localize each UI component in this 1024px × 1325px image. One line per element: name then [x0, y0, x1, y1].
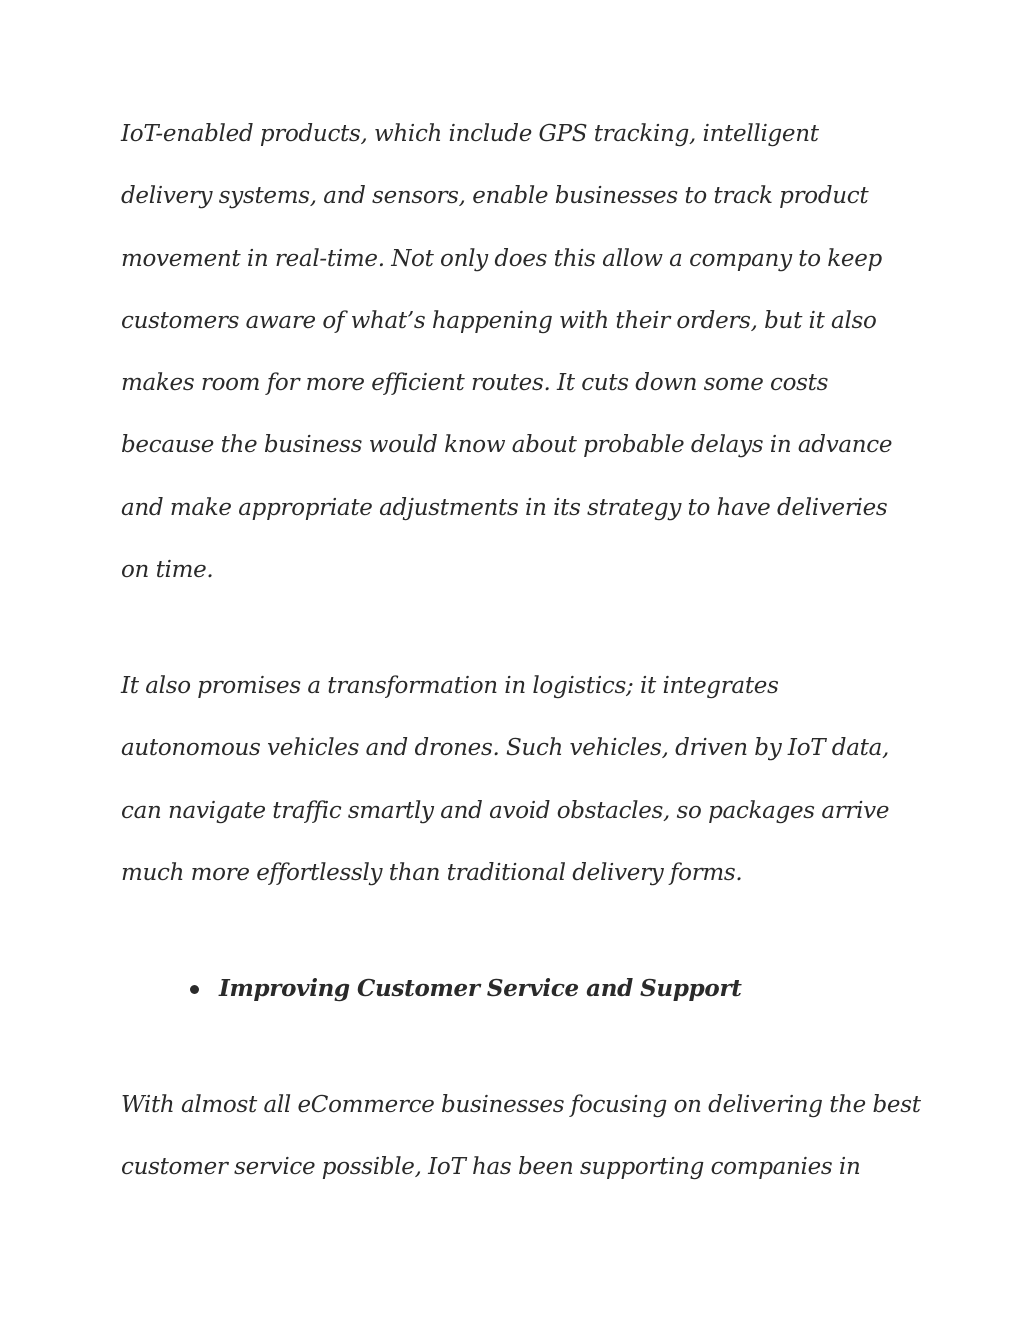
paragraph-line: makes room for more efficient routes. It cuts down some costs — [121, 370, 829, 397]
paragraph-line: on time. — [121, 557, 214, 584]
paragraph-line: customer service possible, IoT has been supporting companies in — [121, 1154, 861, 1181]
paragraph-line: can navigate traffic smartly and avoid obstacles, so packages arrive — [121, 797, 890, 824]
paragraph-line: delivery systems, and sensors, enable businesses to track product — [121, 183, 869, 210]
bullet-heading-text: Improving Customer Service and Support — [219, 975, 742, 1002]
bullet-dot-icon — [190, 985, 199, 994]
paragraph-line: movement in real-time. Not only does this allow a company to keep — [121, 245, 882, 272]
paragraph-iot-tracking — [121, 103, 921, 601]
paragraph-line: With almost all eCommerce businesses focusing on delivering the best — [121, 1092, 921, 1118]
bullet-heading — [190, 958, 742, 1020]
paragraph-line: because the business would know about probable delays in advance — [121, 432, 893, 459]
paragraph-line: It also promises a transformation in logistics; it integrates — [121, 673, 779, 699]
paragraph-line: IoT-enabled products, which include GPS tracking, intelligent — [121, 121, 819, 147]
paragraph-logistics — [121, 655, 921, 904]
paragraph-line: much more effortlessly than traditional delivery forms. — [121, 859, 743, 886]
paragraph-line: and make appropriate adjustments in its strategy to have deliveries — [121, 494, 888, 521]
paragraph-line: autonomous vehicles and drones. Such vehicles, driven by IoT data, — [121, 735, 890, 762]
paragraph-customer-service — [121, 1074, 921, 1199]
paragraph-line: customers aware of what’s happening with their orders, but it also — [121, 307, 877, 334]
